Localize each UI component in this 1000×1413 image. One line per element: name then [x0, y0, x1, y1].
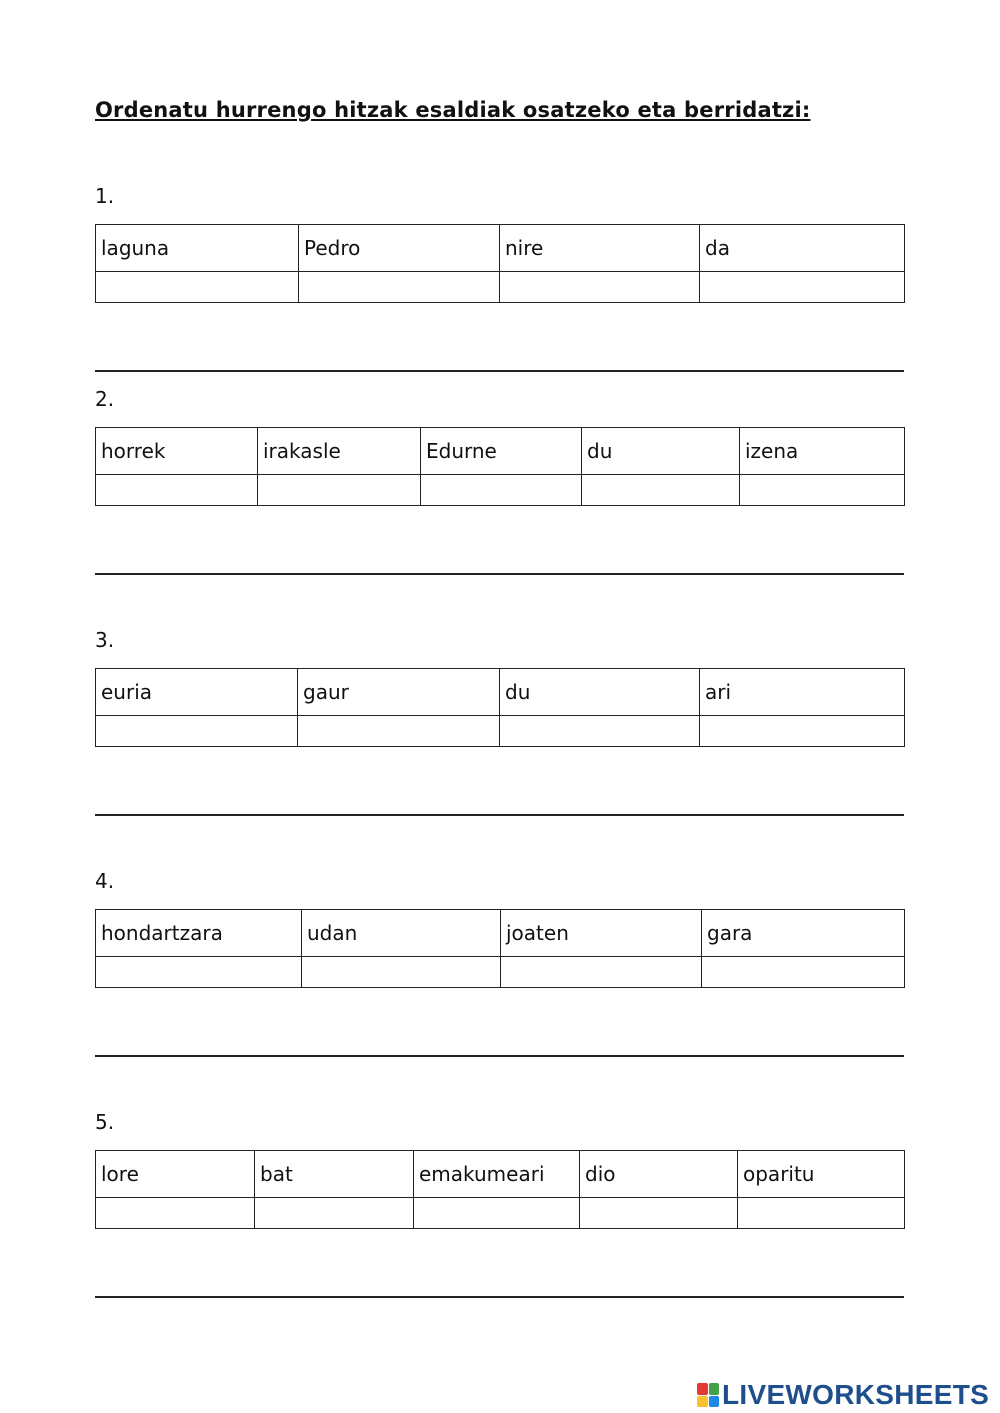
answer-line[interactable] [95, 1055, 904, 1057]
order-input-cell[interactable] [258, 475, 421, 506]
page-title: Ordenatu hurrengo hitzak esaldiak osatzeko eta berridatzi: [95, 98, 811, 122]
liveworksheets-watermark [697, 1378, 989, 1412]
logo-square-blue [709, 1396, 720, 1408]
order-input-cell[interactable] [96, 716, 298, 747]
exercise-number: 5. [95, 1110, 115, 1134]
logo-square-yellow [697, 1396, 708, 1408]
word-cell: ari [700, 669, 905, 716]
word-cell: joaten [501, 910, 702, 957]
logo-square-green [709, 1383, 720, 1395]
order-input-cell[interactable] [302, 957, 501, 988]
answer-line[interactable] [95, 370, 904, 372]
word-table [95, 909, 905, 988]
exercise-number: 3. [95, 628, 115, 652]
order-input-cell[interactable] [700, 716, 905, 747]
order-input-cell[interactable] [255, 1198, 414, 1229]
word-table [95, 224, 905, 303]
word-cell: gara [702, 910, 905, 957]
logo-square-red [697, 1383, 708, 1395]
order-input-cell[interactable] [738, 1198, 905, 1229]
word-cell: dio [580, 1151, 738, 1198]
liveworksheets-logo-icon [697, 1383, 719, 1407]
order-input-cell[interactable] [298, 716, 500, 747]
order-input-cell[interactable] [414, 1198, 580, 1229]
order-input-cell[interactable] [96, 1198, 255, 1229]
order-input-cell[interactable] [580, 1198, 738, 1229]
word-cell: Edurne [421, 428, 582, 475]
order-input-cell[interactable] [96, 475, 258, 506]
word-table [95, 1150, 905, 1229]
word-cell: Pedro [299, 225, 500, 272]
word-table [95, 427, 905, 506]
word-cell: euria [96, 669, 298, 716]
order-input-cell[interactable] [582, 475, 740, 506]
word-cell: da [700, 225, 905, 272]
word-cell: udan [302, 910, 501, 957]
word-cell: izena [740, 428, 905, 475]
word-cell: emakumeari [414, 1151, 580, 1198]
word-cell: oparitu [738, 1151, 905, 1198]
exercise-number: 4. [95, 869, 115, 893]
order-input-cell[interactable] [501, 957, 702, 988]
word-cell: gaur [298, 669, 500, 716]
order-input-cell[interactable] [421, 475, 582, 506]
word-cell: horrek [96, 428, 258, 475]
watermark-text: LIVEWORKSHEETS [722, 1379, 990, 1410]
word-cell: lore [96, 1151, 255, 1198]
word-cell: bat [255, 1151, 414, 1198]
order-input-cell[interactable] [96, 272, 299, 303]
word-cell: nire [500, 225, 700, 272]
answer-line[interactable] [95, 1296, 904, 1298]
word-cell: du [582, 428, 740, 475]
exercise-number: 1. [95, 184, 115, 208]
order-input-cell[interactable] [740, 475, 905, 506]
word-cell: irakasle [258, 428, 421, 475]
word-cell: laguna [96, 225, 299, 272]
answer-line[interactable] [95, 814, 904, 816]
word-table [95, 668, 905, 747]
order-input-cell[interactable] [702, 957, 905, 988]
order-input-cell[interactable] [299, 272, 500, 303]
order-input-cell[interactable] [96, 957, 302, 988]
order-input-cell[interactable] [500, 272, 700, 303]
answer-line[interactable] [95, 573, 904, 575]
word-cell: hondartzara [96, 910, 302, 957]
exercise-number: 2. [95, 387, 115, 411]
order-input-cell[interactable] [700, 272, 905, 303]
order-input-cell[interactable] [500, 716, 700, 747]
word-cell: du [500, 669, 700, 716]
